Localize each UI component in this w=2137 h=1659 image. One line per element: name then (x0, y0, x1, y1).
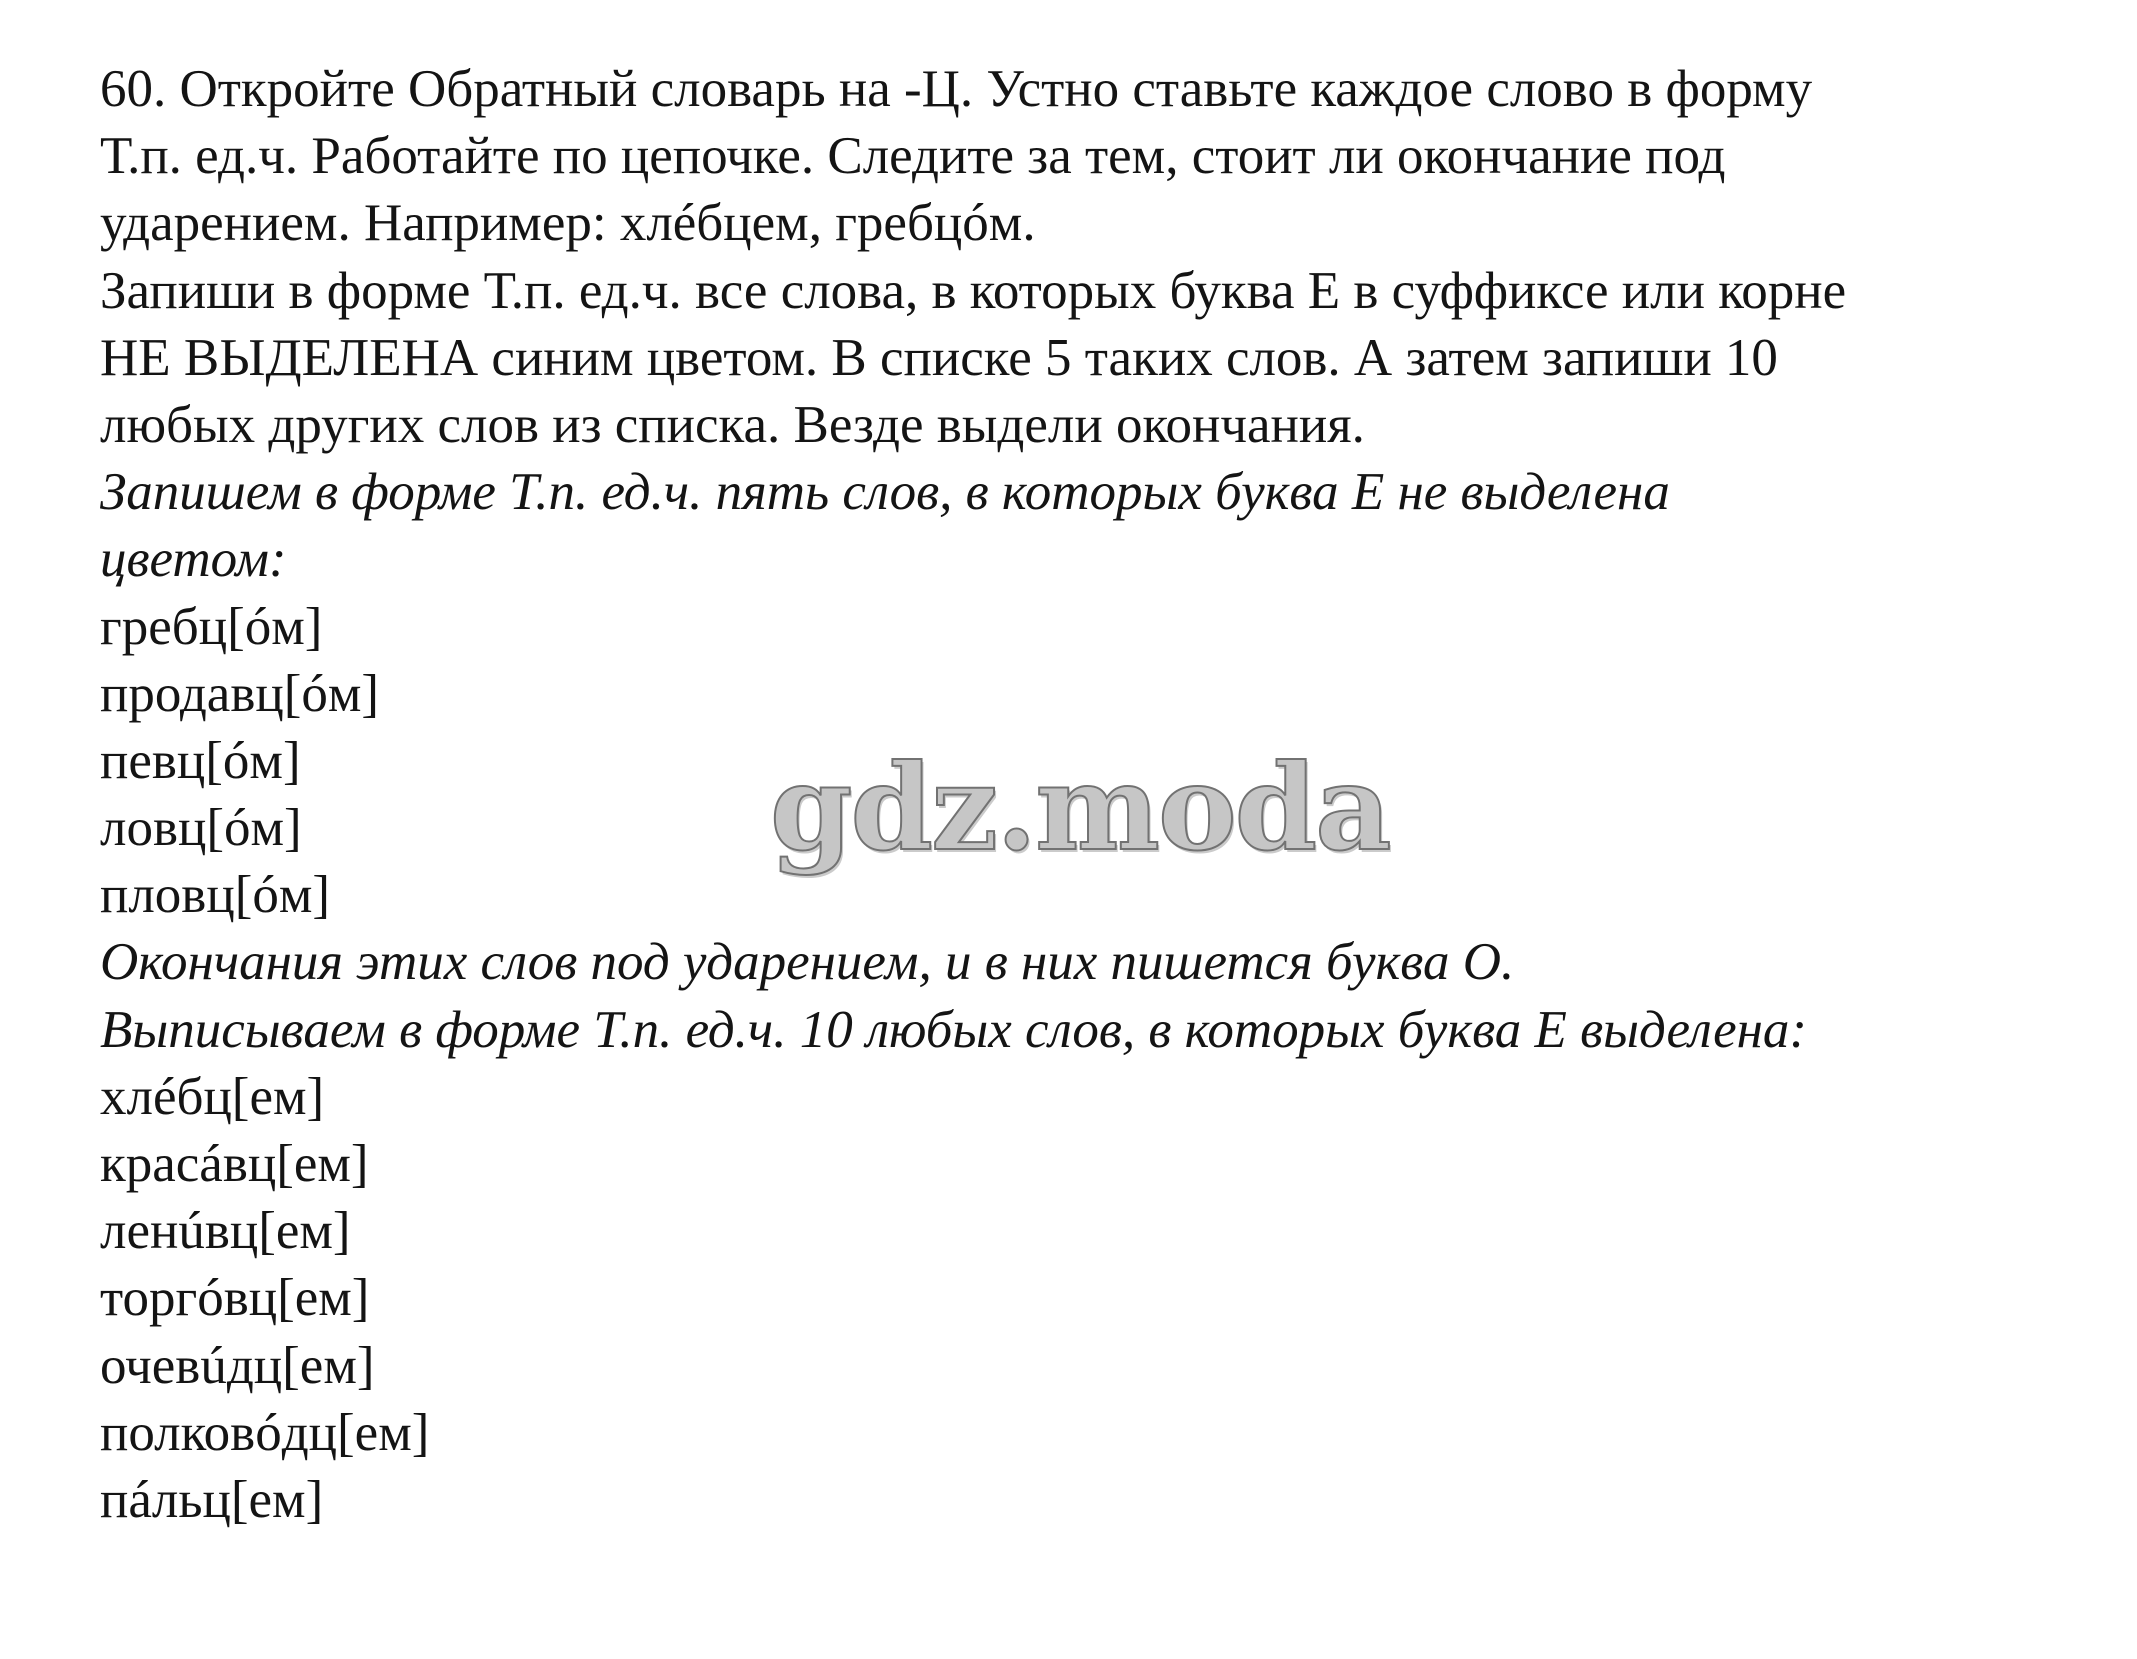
watermark-logo: gdz.moda (770, 738, 1390, 877)
word-item: пáльц[ем] (100, 1470, 324, 1529)
word-item: продавц[óм] (100, 664, 380, 723)
task-line-3: ударением. Например: хлéбцем, гребцóм. (100, 194, 1036, 253)
word-item: пловц[óм] (100, 866, 331, 925)
task-line-5: НЕ ВЫДЕЛЕНА синим цветом. В списке 5 таких слов. А затем запиши 10 (100, 328, 1778, 387)
intro-line-1: Запишем в форме Т.п. ед.ч. пять слов, в которых буква Е не выделена (100, 463, 1670, 522)
task-line-4: Запиши в форме Т.п. ед.ч. все слова, в которых буква Е в суффиксе или корне (100, 261, 1847, 320)
word-item: гребц[óм] (100, 597, 323, 656)
word-item: ловц[óм] (100, 799, 302, 858)
task-line-2: Т.п. ед.ч. Работайте по цепочке. Следите за тем, стоит ли окончание под (100, 127, 1726, 186)
word-item: певц[óм] (100, 731, 301, 790)
word-item: красáвц[ем] (100, 1135, 369, 1193)
word-item: хлéбц[ем] (100, 1067, 325, 1126)
task-line-1: 60. Откройте Обратный словарь на -Ц. Устно ставьте каждое слово в форму (100, 60, 1813, 118)
group2-intro: Выписываем в форме Т.п. ед.ч. 10 любых слов, в которых буква Е выделена: (100, 1000, 1808, 1059)
word-item: очевúдц[ем] (100, 1336, 375, 1395)
word-item: полковóдц[ем] (100, 1403, 430, 1462)
word-item: ленúвц[ем] (100, 1202, 351, 1261)
task-line-6: любых других слов из списка. Везде выдели окончания. (100, 395, 1365, 454)
intro-line-2: цветом: (100, 530, 287, 589)
word-item: торгóвц[ем] (100, 1269, 370, 1328)
group1-conclusion: Окончания этих слов под ударением, и в них пишется буква О. (100, 933, 1515, 992)
